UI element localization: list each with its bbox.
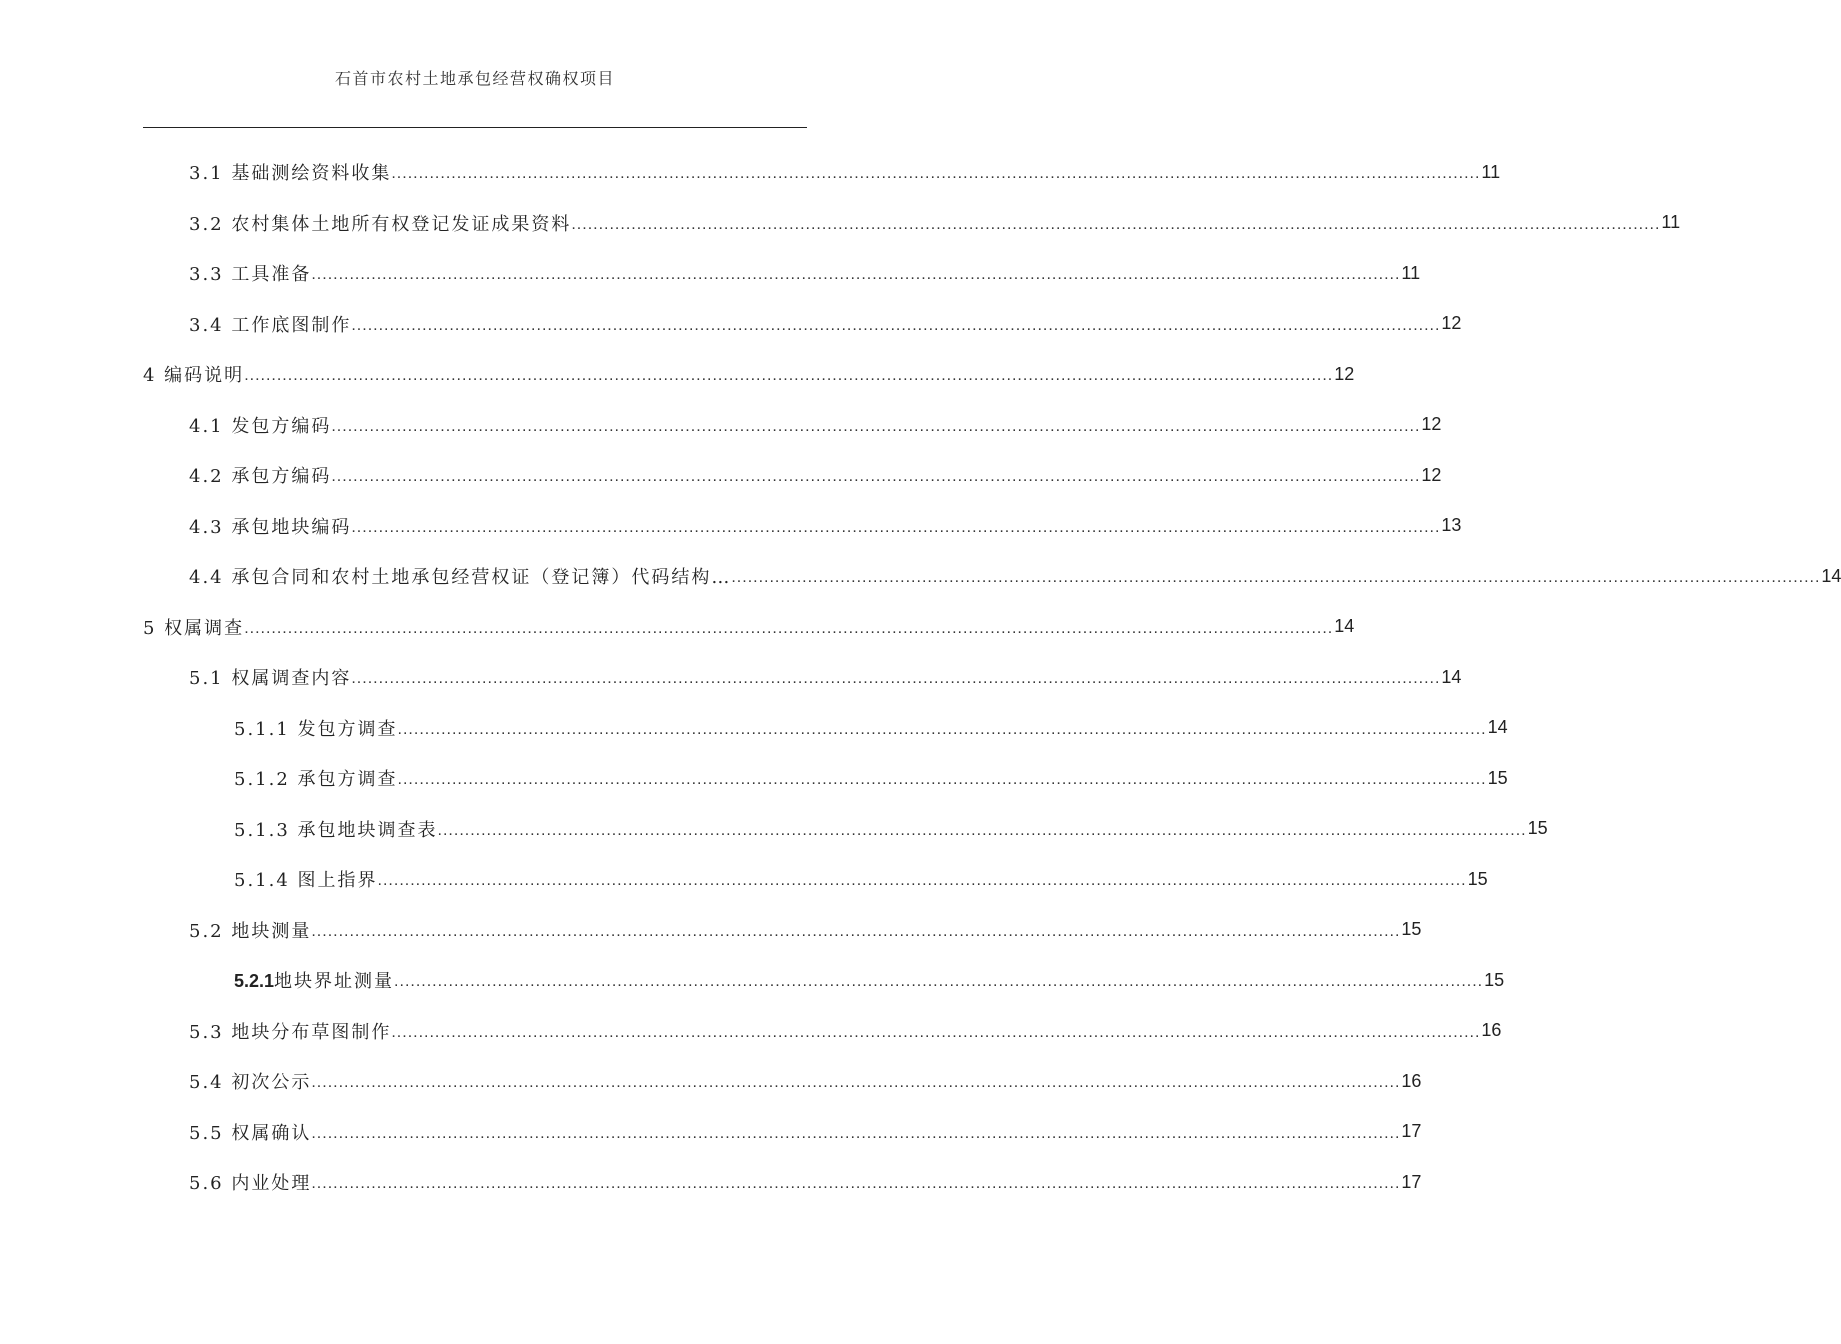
toc-leader-dots: ........................................................................................................................................................................................................ [394, 973, 1484, 990]
toc-entry-title: 4 编码说明 [143, 365, 245, 386]
toc-leader-dots: ........................................................................................................................................................................................................ [311, 922, 1401, 940]
toc-entry-title: 5.1.2 承包方调查 [234, 769, 398, 790]
toc-entry[interactable] [189, 251, 1421, 295]
toc-entry[interactable] [189, 403, 1442, 447]
toc-entry[interactable] [189, 504, 1462, 548]
page-header [0, 66, 950, 89]
toc-entry-title: 3.3 工具准备 [189, 264, 312, 285]
toc-leader-dots: ........................................................................................................................................................................................................ [397, 720, 1487, 738]
toc-leader-dots: ........................................................................................................................................................................................................ [391, 165, 1481, 182]
toc-entry-title: 5.1.3 承包地块调查表 [234, 819, 438, 841]
toc-entry[interactable] [189, 1110, 1422, 1154]
toc-leader-dots: ........................................................................................................................................................................................................ [311, 266, 1401, 283]
toc-entry-title: 5.2 地块测量 [189, 920, 312, 942]
toc-entry-page: 15 [1487, 767, 1508, 788]
toc-entry-title: 5.1.1 发包方调查 [234, 718, 398, 740]
toc-entry-page: 15 [1527, 818, 1548, 838]
toc-entry-title: 4.4 承包合同和农村土地承包经营权证（登记簿）代码结构… [189, 567, 732, 588]
toc-entry-page: 13 [1441, 515, 1462, 535]
toc-leader-dots: ........................................................................................................................................................................................................ [571, 215, 1661, 233]
toc-leader-dots: ........................................................................................................................................................................................................ [331, 417, 1421, 435]
toc-leader-dots: ........................................................................................................................................................................................................ [437, 821, 1527, 839]
header-title: 石首市农村土地承包经营权确权项目 [334, 69, 615, 88]
toc-entry-page: 12 [1421, 464, 1442, 485]
toc-entry-title: 4.2 承包方编码 [189, 466, 332, 487]
toc-entry-page: 15 [1484, 969, 1505, 990]
toc-entry[interactable] [189, 201, 1681, 245]
toc-entry[interactable] [234, 857, 1488, 901]
toc-entry[interactable] [189, 453, 1442, 497]
toc-entry-title: 5.1 权属调查内容 [189, 668, 352, 689]
toc-entry[interactable] [189, 302, 1462, 346]
header-rule [143, 127, 807, 128]
toc-entry-title: 3.4 工作底图制作 [189, 314, 352, 336]
toc-entry-page: 11 [1401, 262, 1421, 283]
toc-entry-title: 5.5 权属确认 [189, 1122, 312, 1144]
toc-entry[interactable] [189, 655, 1462, 699]
toc-entry[interactable] [189, 150, 1501, 194]
toc-leader-dots: ........................................................................................................................................................................................................ [311, 1074, 1401, 1091]
toc-entry-page: 14 [1487, 717, 1508, 737]
toc-entry-page: 15 [1467, 868, 1488, 889]
toc-entry-page: 11 [1481, 161, 1501, 182]
toc-entry[interactable] [143, 605, 1355, 649]
toc-entry-page: 14 [1334, 616, 1355, 636]
toc-leader-dots: ........................................................................................................................................................................................................ [244, 619, 1334, 637]
toc-entry-page: 11 [1661, 212, 1681, 232]
toc-leader-dots: ........................................................................................................................................................................................................ [377, 872, 1467, 889]
toc-entry-title: 5.4 初次公示 [189, 1072, 312, 1093]
toc-leader-dots: ........................................................................................................................................................................................................ [391, 1023, 1481, 1041]
toc-entry-title: 3.2 农村集体土地所有权登记发证成果资料 [189, 213, 572, 235]
toc-entry-title: 4.3 承包地块编码 [189, 516, 352, 538]
toc-entry[interactable] [189, 554, 1841, 598]
toc-entry-title: 3.1 基础测绘资料收集 [189, 163, 392, 184]
toc-entry[interactable] [234, 706, 1508, 750]
toc-entry-title: 5.1.4 图上指界 [234, 870, 378, 891]
toc-entry[interactable] [143, 352, 1355, 396]
toc-leader-dots: ........................................................................................................................................................................................................ [351, 518, 1441, 536]
toc-entry-number: 5.2.1 [234, 971, 275, 991]
toc-entry[interactable] [189, 908, 1422, 952]
toc-leader-dots: ........................................................................................................................................................................................................ [311, 1124, 1401, 1142]
toc-leader-dots: ........................................................................................................................................................................................................ [244, 367, 1334, 384]
toc-entry-page: 17 [1401, 1121, 1422, 1141]
toc-entry-page: 15 [1401, 919, 1422, 939]
toc-entry-page: 17 [1401, 1171, 1422, 1192]
toc-leader-dots: ........................................................................................................................................................................................................ [397, 771, 1487, 788]
toc-entry-page: 12 [1441, 313, 1462, 333]
toc-entry-text: 地块界址测量 [274, 971, 395, 992]
toc-entry-page: 12 [1421, 414, 1442, 434]
toc-entry[interactable] [189, 1009, 1502, 1053]
toc-entry-page: 16 [1481, 1020, 1502, 1040]
toc-leader-dots: ........................................................................................................................................................................................................ [311, 1175, 1401, 1192]
toc-leader-dots: ........................................................................................................................................................................................................ [731, 569, 1821, 586]
toc-entry[interactable] [189, 1059, 1422, 1103]
toc-entry[interactable] [234, 807, 1548, 851]
toc-leader-dots: ........................................................................................................................................................................................................ [351, 670, 1441, 687]
toc-entry-page: 14 [1821, 565, 1841, 586]
toc-entry-page: 16 [1401, 1070, 1422, 1091]
toc-entry[interactable] [234, 958, 1505, 1002]
toc-entry-title: 5.3 地块分布草图制作 [189, 1021, 392, 1043]
toc-entry[interactable] [189, 1160, 1422, 1204]
toc-entry-title: 5.6 内业处理 [189, 1173, 312, 1194]
toc-entry-title: 4.1 发包方编码 [189, 415, 332, 437]
toc-entry-page: 12 [1334, 363, 1355, 384]
toc-entry-title: 5 权属调查 [143, 617, 245, 639]
toc-leader-dots: ........................................................................................................................................................................................................ [351, 316, 1441, 334]
toc-entry[interactable] [234, 756, 1508, 800]
toc-leader-dots: ........................................................................................................................................................................................................ [331, 468, 1421, 485]
toc-entry-page: 14 [1441, 666, 1462, 687]
toc-entry-title [234, 967, 394, 993]
